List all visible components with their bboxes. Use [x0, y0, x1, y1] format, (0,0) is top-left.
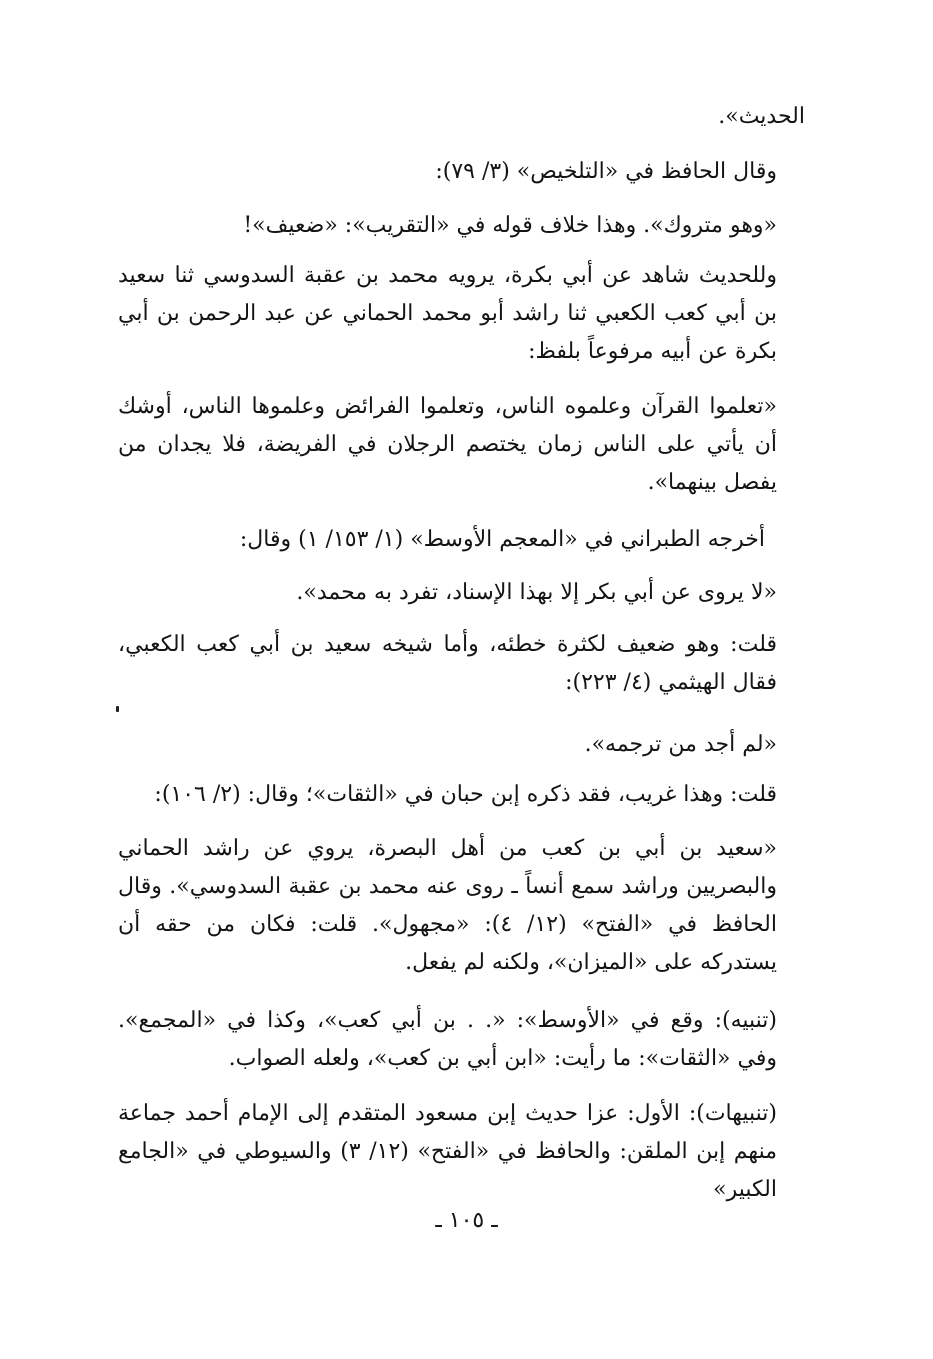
- paragraph-2: وقال الحافظ في «التلخيص» (٣/ ٧٩):: [435, 159, 777, 184]
- paragraph-6: أخرجه الطبراني في «المعجم الأوسط» (١/ ١٥٣/ ١) وقال:: [239, 527, 765, 552]
- paragraph-8: قلت: وهو ضعيف لكثرة خطئه، وأما شيخه سعيد بن أبي كعب الكعبي، فقال الهيثمي (٤/ ٢٢٣):: [118, 632, 777, 695]
- paragraph-13: (تنبيهات): الأول: عزا حديث إبن مسعود المتقدم إلى الإمام أحمد جماعة منهم إبن الملقن: والحافظ في «الفتح» (١٢/ ٣) والسيوطي في «الجامع الكبير»: [118, 1101, 777, 1202]
- paragraph-9: «لم أجد من ترجمه».: [584, 732, 777, 757]
- margin-mark: [116, 706, 119, 712]
- paragraph-7: «لا يروى عن أبي بكر إلا بهذا الإسناد، تفرد به محمد».: [296, 580, 777, 605]
- paragraph-3: «وهو متروك». وهذا خلاف قوله في «التقريب»: «ضعيف»!: [243, 213, 777, 238]
- paragraph-1: الحديث».: [718, 104, 805, 129]
- paragraph-5: «تعلموا القرآن وعلموه الناس، وتعلموا الفرائض وعلموها الناس، أوشك أن يأتي على الناس زمان يختصم الرجلان في الفريضة، فلا يجدان من يفصل بينهما».: [118, 394, 777, 495]
- paragraph-4: وللحديث شاهد عن أبي بكرة، يرويه محمد بن عقبة السدوسي ثنا سعيد بن أبي كعب الكعبي ثنا راشد أبو محمد الحماني عن عبد الرحمن بن أبي بكرة عن أبيه مرفوعاً بلفظ:: [118, 263, 777, 364]
- paragraph-10: قلت: وهذا غريب، فقد ذكره إبن حبان في «الثقات»؛ وقال: (٢/ ١٠٦):: [154, 782, 777, 807]
- page-number: ـ ١٠٥ ـ: [435, 1208, 498, 1233]
- paragraph-11: «سعيد بن أبي بن كعب من أهل البصرة، يروي عن راشد الحماني والبصريين وراشد سمع أنساً ـ روى عنه محمد بن عقبة السدوسي». وقال الحافظ في «الفتح» (١٢/ ٤): «مجهول». قلت: فكان من حقه أن يستدركه على «الميزان»، ولكنه لم يفعل.: [118, 836, 777, 975]
- paragraph-12: (تنبيه): وقع في «الأوسط»: «. . بن أبي كعب»، وكذا في «المجمع». وفي «الثقات»: ما رأيت: «ابن أبي بن كعب»، ولعله الصواب.: [118, 1008, 777, 1071]
